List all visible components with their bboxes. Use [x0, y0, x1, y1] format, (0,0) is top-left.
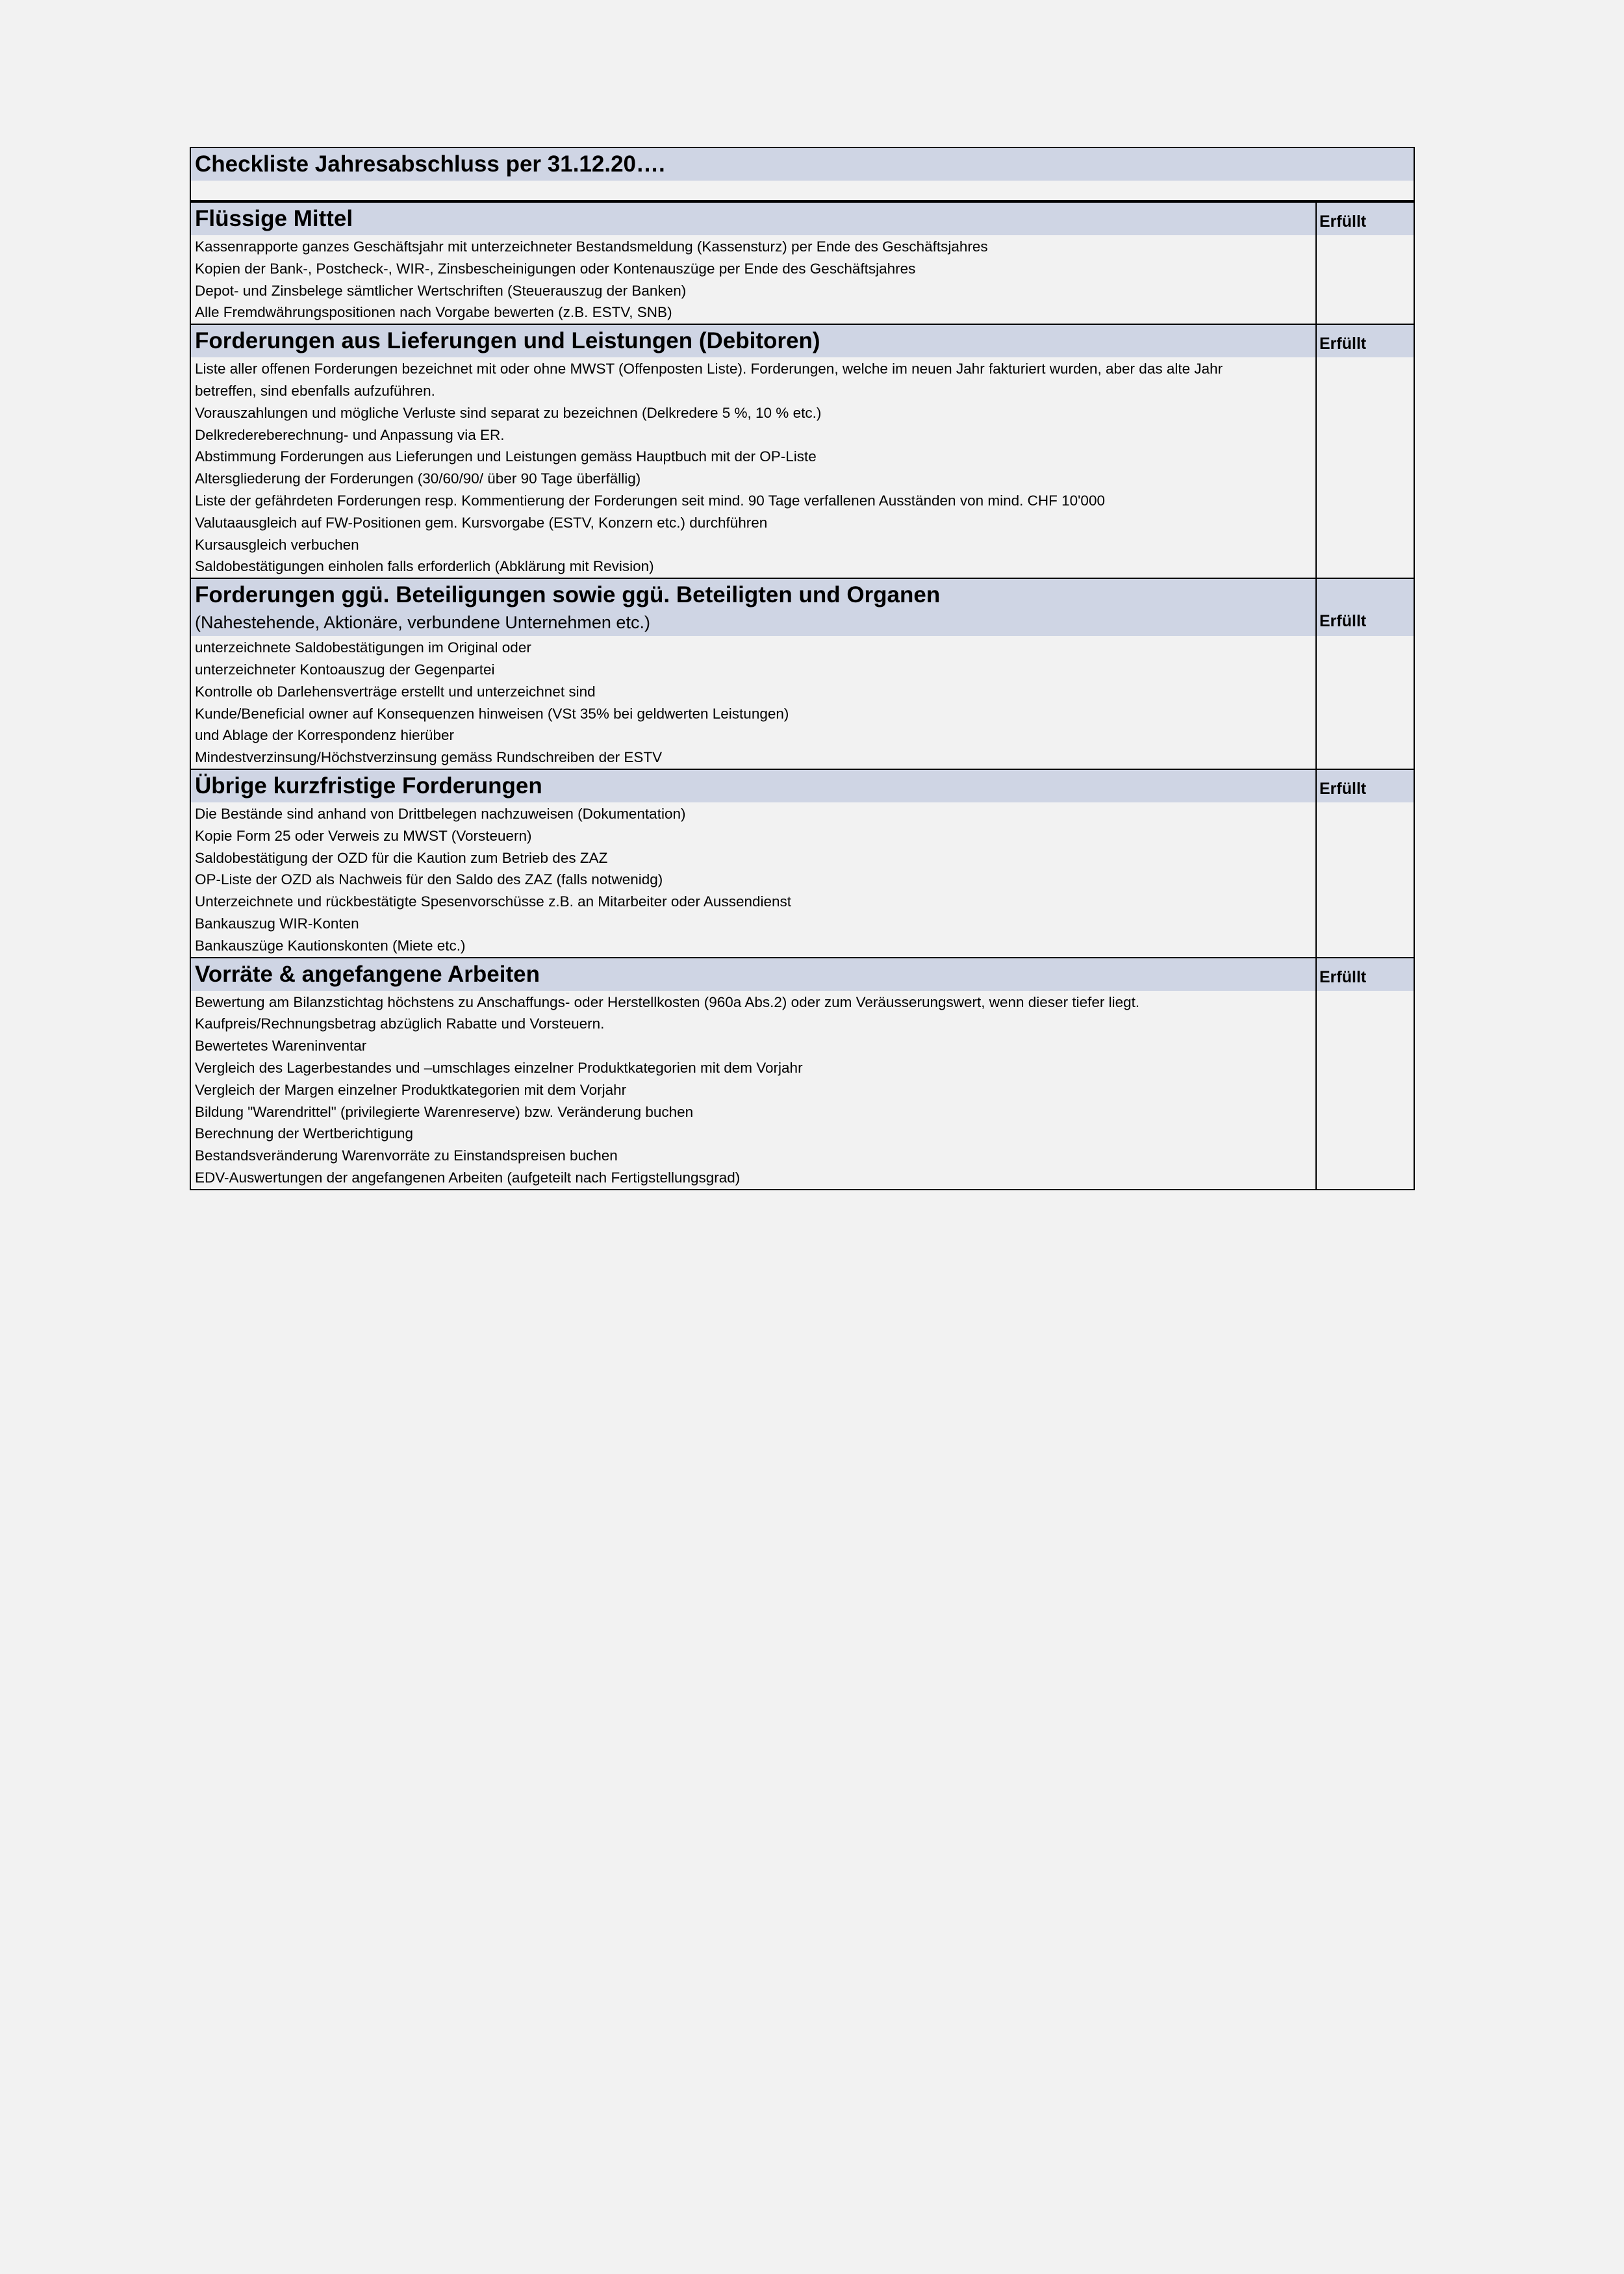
checklist-item: Kaufpreis/Rechnungsbetrag abzüglich Rabatte und Vorsteuern. — [195, 1016, 605, 1032]
checklist-item: Vergleich der Margen einzelner Produktkategorien mit dem Vorjahr — [195, 1081, 627, 1098]
checklist-item: Mindestverzinsung/Höchstverzinsung gemäss Rundschreiben der ESTV — [195, 749, 663, 766]
fulfilled-column — [1317, 958, 1414, 1189]
fulfilled-column — [1317, 579, 1414, 769]
section-content — [191, 203, 1317, 324]
checklist-item: Liste aller offenen Forderungen bezeichnet mit oder ohne MWST (Offenposten Liste). Forderungen, welche im neuen Jahr fakturiert wurden, aber das alte Jahr — [195, 361, 1223, 377]
checklist-item: und Ablage der Korrespondenz hierüber — [195, 727, 455, 744]
checklist-item: Bewertung am Bilanzstichtag höchstens zu Anschaffungs- oder Herstellkosten (960a Abs.2) oder zum Veräusserungswert, wenn dieser tiefer liegt. — [195, 993, 1140, 1010]
checklist-item: Kontrolle ob Darlehensverträge erstellt und unterzeichnet sind — [195, 683, 596, 700]
section-items — [191, 802, 1315, 957]
checklist-item: EDV-Auswertungen der angefangenen Arbeiten (aufgeteilt nach Fertigstellungsgrad) — [195, 1169, 741, 1186]
fulfilled-label: Erfüllt — [1317, 958, 1414, 991]
checklist-item: Kopien der Bank-, Postcheck-, WIR-, Zinsbescheinigungen oder Kontenauszüge per Ende des Geschäftsjahres — [195, 260, 916, 277]
checklist-item: Vorauszahlungen und mögliche Verluste sind separat zu bezeichnen (Delkredere 5 %, 10 % etc.) — [195, 404, 822, 421]
checklist-section — [190, 958, 1415, 1190]
checklist-item: Unterzeichnete und rückbestätigte Spesenvorschüsse z.B. an Mitarbeiter oder Aussendienst — [195, 893, 792, 910]
fulfilled-column — [1317, 770, 1414, 957]
checklist-section — [190, 770, 1415, 958]
checklist-title: Checkliste Jahresabschluss per 31.12.20…. — [191, 148, 1414, 181]
section-heading: Übrige kurzfristige Forderungen — [191, 770, 1315, 802]
checklist-item: Alle Fremdwährungspositionen nach Vorgabe bewerten (z.B. ESTV, SNB) — [195, 304, 672, 321]
fulfilled-column — [1317, 325, 1414, 578]
checklist-item: Bankauszüge Kautionskonten (Miete etc.) — [195, 937, 466, 954]
section-heading — [191, 579, 1315, 636]
section-content — [191, 958, 1317, 1189]
checklist-section — [190, 579, 1415, 770]
section-subheading: (Nahestehende, Aktionäre, verbundene Unternehmen etc.) — [195, 613, 650, 633]
checklist-item: Depot- und Zinsbelege sämtlicher Wertschriften (Steuerauszug der Banken) — [195, 282, 687, 299]
checklist-item: Bildung "Warendrittel" (privilegierte Warenreserve) bzw. Veränderung buchen — [195, 1103, 694, 1120]
checklist-item: Liste der gefährdeten Forderungen resp. Kommentierung der Forderungen seit mind. 90 Tage verfallenen Ausständen von mind. CHF 10'000 — [195, 492, 1105, 509]
section-content — [191, 325, 1317, 578]
checklist-item: Saldobestätigung der OZD für die Kaution zum Betrieb des ZAZ — [195, 849, 608, 866]
fulfilled-label: Erfüllt — [1317, 325, 1414, 357]
fulfilled-label: Erfüllt — [1317, 579, 1414, 636]
checklist-item: Bankauszug WIR-Konten — [195, 915, 359, 932]
checklist-section — [190, 325, 1415, 579]
checklist-item: Kassenrapporte ganzes Geschäftsjahr mit unterzeichneter Bestandsmeldung (Kassensturz) per Ende des Geschäftsjahres — [195, 238, 988, 255]
checklist-item: Berechnung der Wertberichtigung — [195, 1125, 414, 1142]
checklist-item: Vergleich des Lagerbestandes und –umschlages einzelner Produktkategorien mit dem Vorjahr — [195, 1059, 803, 1076]
checklist-item: Kursausgleich verbuchen — [195, 536, 359, 553]
checklist-item: Valutaausgleich auf FW-Positionen gem. Kursvorgabe (ESTV, Konzern etc.) durchführen — [195, 514, 768, 531]
checklist-item: unterzeichneter Kontoauszug der Gegenpartei — [195, 661, 495, 678]
checklist-item: unterzeichnete Saldobestätigungen im Original oder — [195, 639, 531, 656]
section-heading-title: Forderungen ggü. Beteiligungen sowie ggü. Beteiligten und Organen — [195, 582, 941, 608]
title-block — [190, 147, 1415, 201]
section-heading: Vorräte & angefangene Arbeiten — [191, 958, 1315, 991]
checklist-item: Bewertetes Wareninventar — [195, 1038, 367, 1054]
checklist-item: betreffen, sind ebenfalls aufzuführen. — [195, 382, 435, 399]
checklist-item: OP-Liste der OZD als Nachweis für den Saldo des ZAZ (falls notwenidg) — [195, 871, 663, 888]
fulfilled-label: Erfüllt — [1317, 770, 1414, 802]
sections-container — [190, 201, 1415, 1190]
section-heading: Flüssige Mittel — [191, 203, 1315, 235]
checklist-item: Abstimmung Forderungen aus Lieferungen und Leistungen gemäss Hauptbuch mit der OP-Liste — [195, 448, 817, 465]
section-content — [191, 770, 1317, 957]
fulfilled-label: Erfüllt — [1317, 203, 1414, 235]
checklist-item: Saldobestätigungen einholen falls erforderlich (Abklärung mit Revision) — [195, 558, 654, 575]
checklist-item: Die Bestände sind anhand von Drittbelegen nachzuweisen (Dokumentation) — [195, 805, 686, 822]
fulfilled-column — [1317, 203, 1414, 324]
checklist-section — [190, 201, 1415, 325]
checklist-item: Kopie Form 25 oder Verweis zu MWST (Vorsteuern) — [195, 827, 532, 844]
checklist-item: Delkredereberechnung- und Anpassung via ER. — [195, 426, 505, 443]
section-items — [191, 235, 1315, 324]
section-items — [191, 991, 1315, 1189]
checklist-item: Altersgliederung der Forderungen (30/60/90/ über 90 Tage überfällig) — [195, 470, 641, 487]
checklist-sheet — [190, 147, 1415, 1190]
checklist-item: Bestandsveränderung Warenvorräte zu Einstandspreisen buchen — [195, 1147, 618, 1164]
section-items — [191, 636, 1315, 769]
section-heading: Forderungen aus Lieferungen und Leistungen (Debitoren) — [191, 325, 1315, 357]
section-items — [191, 357, 1315, 578]
section-content — [191, 579, 1317, 769]
checklist-item: Kunde/Beneficial owner auf Konsequenzen hinweisen (VSt 35% bei geldwerten Leistungen) — [195, 705, 789, 722]
